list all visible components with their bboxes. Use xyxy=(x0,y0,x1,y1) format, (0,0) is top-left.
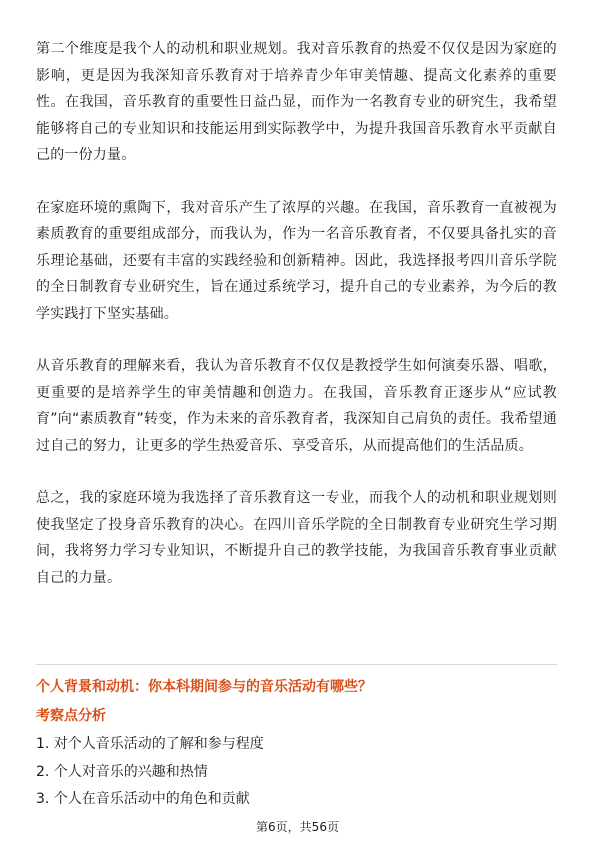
paragraph-4: 总之，我的家庭环境为我选择了音乐教育这一专业，而我个人的动机和职业规划则使我坚定了投身音乐教育的决心。在四川音乐学院的全日制教育专业研究生学习期间，我将努力学习专业知识，不断提升自己的教学技能，为我国音乐教育事业贡献自己的力量。 xyxy=(36,490,557,586)
paragraph-2: 在家庭环境的熏陶下，我对音乐产生了浓厚的兴趣。在我国，音乐教育一直被视为素质教育的重要组成部分，而我认为，作为一名音乐教育者，不仅要具备扎实的音乐理论基础，还要有丰富的实践经验和创新精神。因此，我选择报考四川音乐学院的全日制教育专业研究生，旨在通过系统学习，提升自己的专业素养，为今后的教学实践打下坚实基础。 xyxy=(36,199,557,322)
section-divider xyxy=(36,664,557,665)
document-body xyxy=(36,36,557,591)
analysis-points-list xyxy=(36,731,557,814)
analysis-point: 1. 对个人音乐活动的了解和参与程度 xyxy=(36,736,264,752)
page-number: 第6页，共56页 xyxy=(256,820,339,834)
paragraph-1: 第二个维度是我个人的动机和职业规划。我对音乐教育的热爱不仅仅是因为家庭的影响，更是因为我深知音乐教育对于培养青少年审美情趣、提高文化素养的重要性。在我国，音乐教育的重要性日益凸显，而作为一名教育专业的研究生，我希望能够将自己的专业知识和技能运用到实际教学中，为提升我国音乐教育水平贡献自己的一份力量。 xyxy=(36,41,557,163)
analysis-point: 2. 个人对音乐的兴趣和热情 xyxy=(36,763,208,780)
analysis-point: 3. 个人在音乐活动中的角色和贡献 xyxy=(36,791,250,807)
question-heading: 个人背景和动机：你本科期间参与的音乐活动有哪些？ xyxy=(36,679,372,695)
paragraph-3: 从音乐教育的理解来看，我认为音乐教育不仅仅是教授学生如何演奏乐器、唱歌，更重要的是培养学生的审美情趣和创造力。在我国，音乐教育正逐步从“应试教育”向“素质教育”转变，作为未来的音乐教育者，我深知自己肩负的责任。我希望通过自己的努力，让更多的学生热爱音乐、享受音乐，从而提高他们的生活品质。 xyxy=(36,358,557,454)
analysis-label: 考察点分析 xyxy=(36,708,106,724)
